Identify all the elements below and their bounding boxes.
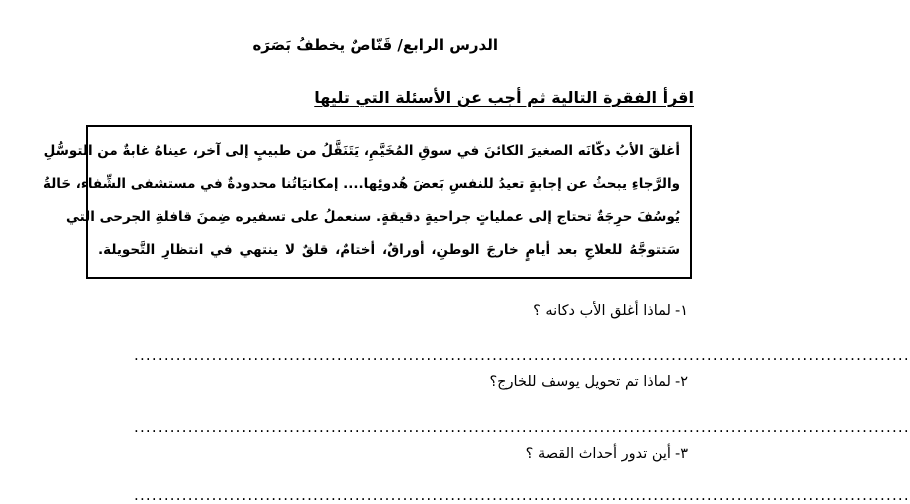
question-number: ١-	[674, 303, 688, 319]
question-text: لماذا تم تحويل يوسف للخارج؟	[489, 374, 671, 390]
question-text: لماذا أغلق الأب دكانه ؟	[533, 303, 671, 319]
passage-line: أغلقَ الأبُ دكّانَه الصغيرَ الكائنَ في سوقِ المُخَيَّمِ، يَتَنَقَّلُ من طبيبٍ إلى آخر، عيناهُ غابةٌ من التوسُّلِ	[43, 143, 680, 159]
answer-line-3[interactable]: ..................................................................................................................................	[134, 486, 910, 504]
answer-line-2[interactable]: ..................................................................................................................................	[134, 418, 910, 436]
question-3	[526, 446, 688, 462]
answer-line-1[interactable]: ..................................................................................................................................	[134, 346, 910, 364]
lesson-title: الدرس الرابع/ قَنّاصٌ يخطفُ بَصَرَه	[252, 36, 498, 54]
passage-box	[43, 125, 692, 279]
reading-instruction: اقرأ الفقرة التالية ثم أجب عن الأسئلة التي تليها	[314, 88, 694, 107]
question-number: ٣-	[674, 446, 688, 462]
passage-line: سَتتوجَّهُ للعلاجِ بعد أيامٍ خارجَ الوطنِ، أوراقٌ، أختامٌ، قلقٌ لا ينتهي في انتظارِ التَّحويلة.	[98, 242, 680, 258]
question-number: ٢-	[674, 374, 688, 390]
question-text: أين تدور أحداث القصة ؟	[525, 446, 671, 462]
passage-line: يُوسُفَ حرِجَةٌ تحتاج إلى عملياتٍ جراحيةٍ دقيقةٍ. سنعملُ على تسفيره ضِمنَ قافلةِ الجرحى التي	[66, 209, 680, 225]
question-2	[489, 374, 688, 390]
question-1	[533, 303, 688, 319]
passage-line: والرَّجاءِ يبحثُ عن إجابةٍ تعيدُ للنفسِ بَعضَ هُدوئِها.... إمكانيَاتُنا محدودةٌ في مستشفى الشِّفاء، حَالةُ	[43, 176, 680, 192]
